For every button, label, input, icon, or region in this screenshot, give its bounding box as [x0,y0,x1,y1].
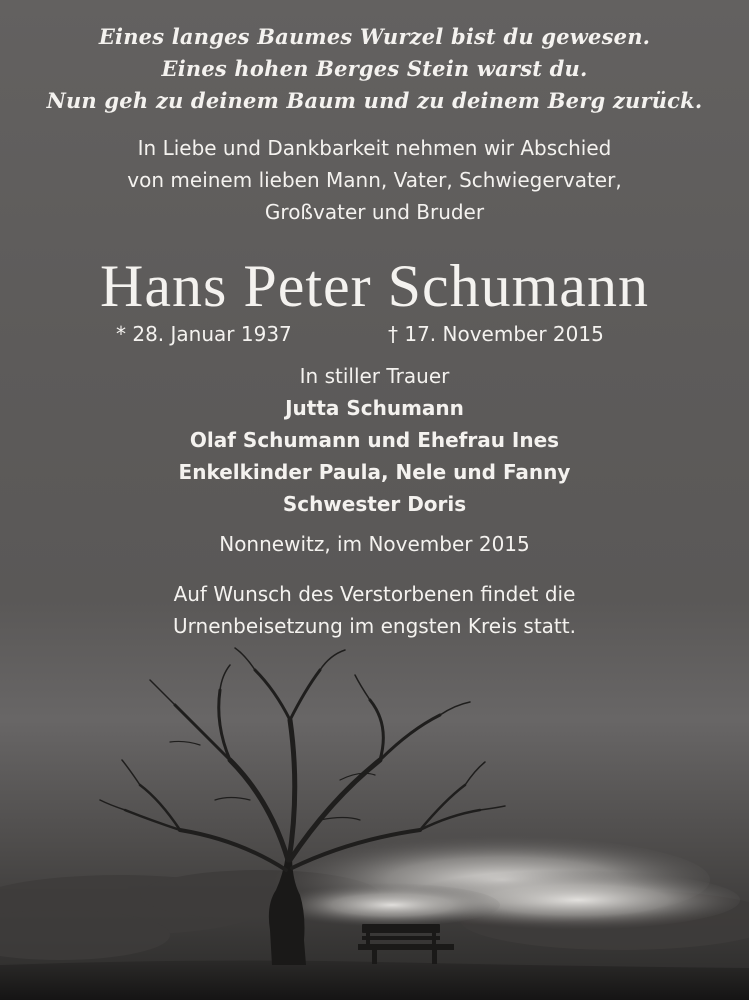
bench [358,924,454,964]
birth-date: * 28. Januar 1937 [116,322,292,346]
intro-line: In Liebe und Dankbarkeit nehmen wir Abschied [137,136,612,160]
mourning-heading: In stiller Trauer [299,364,450,388]
burial-note-line: Urnenbeisetzung im engsten Kreis statt. [173,614,576,638]
bright-clouds [250,835,740,930]
mourner-name: Schwester Doris [282,492,467,516]
intro-line: von meinem lieben Mann, Vater, Schwiegervater, [127,168,622,192]
burial-note-line: Auf Wunsch des Verstorbenen findet die [173,582,576,606]
mourner-name: Olaf Schumann und Ehefrau Ines [189,428,560,452]
mourner-name: Enkelkinder Paula, Nele und Fanny [178,460,571,484]
hill-ground [0,961,749,1000]
deceased-name: Hans Peter Schumann [100,253,649,319]
intro-line: Großvater und Bruder [264,200,485,224]
verse-line: Eines langes Baumes Wurzel bist du gewesen. [98,24,651,49]
death-date: † 17. November 2015 [388,322,604,346]
verse-line: Eines hohen Berges Stein warst du. [161,56,588,81]
mourner-name: Jutta Schumann [285,396,464,420]
place-and-date: Nonnewitz, im November 2015 [219,532,530,556]
verse-line: Nun geh zu deinem Baum und zu deinem Berg zurück. [46,88,703,113]
